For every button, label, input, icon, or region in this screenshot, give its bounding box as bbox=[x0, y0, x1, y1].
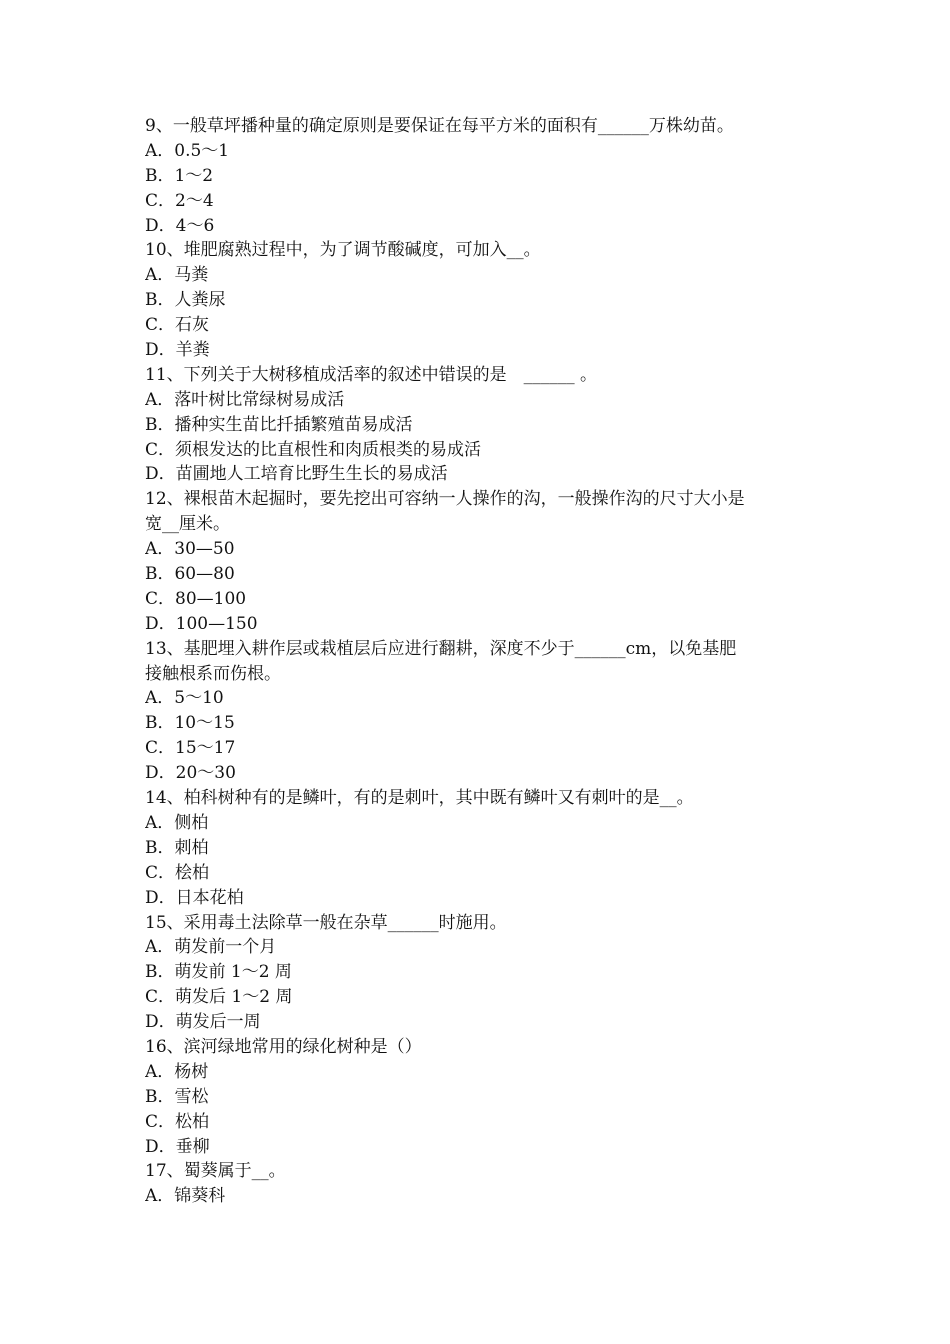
question-item bbox=[145, 238, 815, 362]
question-stem: 15、采用毒土法除草一般在杂草______时施用。 bbox=[145, 912, 507, 933]
question-stem: 宽__厘米。 bbox=[145, 514, 230, 535]
answer-option: C．桧柏 bbox=[145, 862, 210, 883]
question-item bbox=[145, 363, 815, 487]
answer-option: B．雪松 bbox=[145, 1086, 209, 1107]
answer-option: A．杨树 bbox=[145, 1061, 209, 1082]
answer-option: C．松柏 bbox=[145, 1111, 210, 1132]
question-stem: 16、滨河绿地常用的绿化树种是（） bbox=[145, 1036, 422, 1057]
answer-option: D．20～30 bbox=[145, 763, 236, 784]
answer-option: B．60—80 bbox=[145, 564, 235, 585]
answer-option: C．萌发后 1～2 周 bbox=[145, 987, 293, 1008]
answer-option: A．侧柏 bbox=[145, 812, 209, 833]
answer-option: D．苗圃地人工培育比野生生长的易成活 bbox=[145, 464, 448, 485]
question-stem: 14、柏科树种有的是鳞叶，有的是刺叶，其中既有鳞叶又有刺叶的是__。 bbox=[145, 788, 694, 809]
answer-option: B．萌发前 1～2 周 bbox=[145, 962, 292, 983]
question-item bbox=[145, 1159, 815, 1209]
answer-option: A．5～10 bbox=[145, 688, 224, 709]
answer-option: D．日本花柏 bbox=[145, 887, 244, 908]
answer-option: B．刺柏 bbox=[145, 837, 209, 858]
answer-option: C．80—100 bbox=[145, 588, 247, 609]
answer-option: C．15～17 bbox=[145, 738, 236, 759]
answer-option: B．10～15 bbox=[145, 713, 235, 734]
answer-option: B．播种实生苗比扦插繁殖苗易成活 bbox=[145, 414, 413, 435]
question-stem: 17、蜀葵属于__。 bbox=[145, 1161, 286, 1182]
question-item bbox=[145, 114, 815, 238]
answer-option: C．2～4 bbox=[145, 190, 214, 211]
question-item bbox=[145, 786, 815, 910]
question-stem: 13、基肥埋入耕作层或栽植层后应进行翻耕，深度不少于______cm，以免基肥 bbox=[145, 638, 737, 659]
question-stem: 11、下列关于大树移植成活率的叙述中错误的是 ______ 。 bbox=[145, 364, 598, 385]
answer-option: D．萌发后一周 bbox=[145, 1012, 261, 1033]
question-item bbox=[145, 911, 815, 1035]
question-item bbox=[145, 487, 815, 636]
answer-option: A．30—50 bbox=[145, 539, 235, 560]
answer-option: A．马粪 bbox=[145, 265, 209, 286]
answer-option: A．锦葵科 bbox=[145, 1186, 226, 1207]
answer-option: D．垂柳 bbox=[145, 1136, 210, 1157]
answer-option: B．人粪尿 bbox=[145, 290, 226, 311]
answer-option: D．羊粪 bbox=[145, 340, 210, 361]
question-item bbox=[145, 637, 815, 786]
question-stem: 12、裸根苗木起掘时，要先挖出可容纳一人操作的沟，一般操作沟的尺寸大小是 bbox=[145, 489, 745, 510]
answer-option: D．100—150 bbox=[145, 613, 258, 634]
question-stem: 接触根系而伤根。 bbox=[145, 663, 281, 684]
answer-option: C．须根发达的比直根性和肉质根类的易成活 bbox=[145, 439, 482, 460]
question-stem: 9、一般草坪播种量的确定原则是要保证在每平方米的面积有______万株幼苗。 bbox=[145, 116, 734, 136]
answer-option: D．4～6 bbox=[145, 215, 215, 236]
answer-option: A．萌发前一个月 bbox=[145, 937, 277, 958]
answer-option: A．落叶树比常绿树易成活 bbox=[145, 389, 345, 410]
question-list bbox=[145, 114, 815, 1209]
answer-option: B．1～2 bbox=[145, 165, 214, 186]
question-stem: 10、堆肥腐熟过程中，为了调节酸碱度，可加入__。 bbox=[145, 240, 541, 261]
answer-option: A．0.5～1 bbox=[145, 140, 230, 161]
question-item bbox=[145, 1035, 815, 1159]
answer-option: C．石灰 bbox=[145, 315, 210, 336]
